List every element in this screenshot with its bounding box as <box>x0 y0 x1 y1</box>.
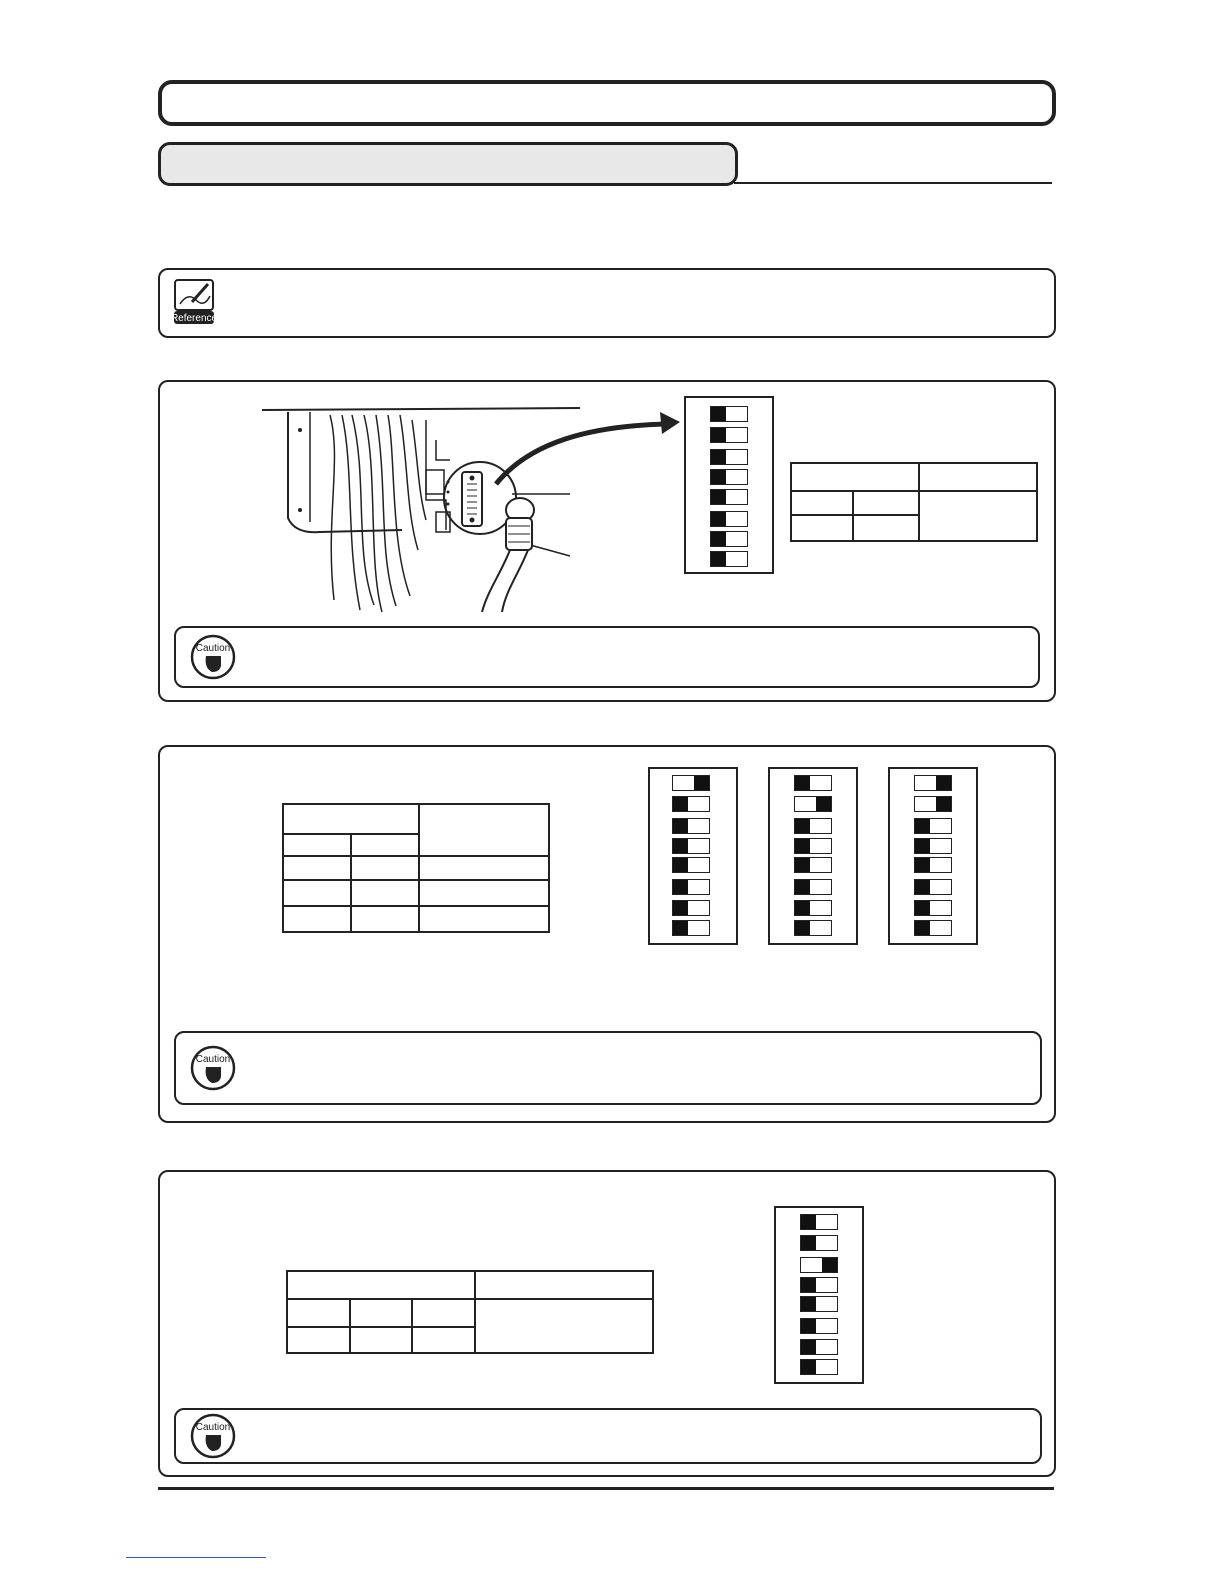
reference-note <box>158 268 1056 338</box>
callout-arrow <box>490 412 690 492</box>
table-header-switch <box>283 804 419 834</box>
table-cell <box>287 1327 350 1353</box>
dip-switch-5[interactable] <box>710 489 748 505</box>
dip-switch-6[interactable] <box>800 1318 838 1334</box>
dip-switch-3[interactable] <box>914 818 952 834</box>
table-cell <box>351 880 419 906</box>
dip-switch-5[interactable] <box>794 857 832 873</box>
caution-icon <box>190 1413 236 1459</box>
dip-switch-3[interactable] <box>800 1257 838 1273</box>
dip-switch-5[interactable] <box>914 857 952 873</box>
dip-switch-5[interactable] <box>800 1296 838 1312</box>
dip-switch-1[interactable] <box>800 1214 838 1230</box>
caution-icon <box>190 634 236 680</box>
dip-switch-panel-1 <box>158 380 1056 702</box>
table-cell <box>791 515 853 541</box>
table-cell <box>791 491 853 515</box>
caution-note <box>174 1031 1042 1105</box>
dip-switch-panel-3 <box>158 1170 1056 1477</box>
dip-switch-8[interactable] <box>914 920 952 936</box>
dip-switch-7[interactable] <box>710 531 748 547</box>
table-header-function <box>419 804 549 856</box>
dip-switch-8[interactable] <box>794 920 832 936</box>
dip-switch-6[interactable] <box>672 879 710 895</box>
dip-switch-block <box>774 1206 864 1384</box>
svg-text:Caution: Caution <box>195 1422 231 1433</box>
dip-switch-6[interactable] <box>914 879 952 895</box>
footer-link-underline <box>126 1557 266 1558</box>
dip-switch-7[interactable] <box>914 900 952 916</box>
table-cell <box>853 515 919 541</box>
mode-table <box>282 803 550 933</box>
table-cell <box>350 1299 413 1327</box>
dip-switch-8[interactable] <box>672 920 710 936</box>
dip-switch-block <box>684 396 774 574</box>
dip-switch-block-a <box>648 767 738 945</box>
table-cell <box>351 856 419 880</box>
svg-text:Reference: Reference <box>172 313 216 324</box>
table-cell <box>419 880 549 906</box>
dip-switch-6[interactable] <box>794 879 832 895</box>
dip-switch-1[interactable] <box>710 406 748 422</box>
dip-switch-panel-2 <box>158 745 1056 1123</box>
table-cell <box>419 856 549 880</box>
footer-rule <box>158 1487 1054 1490</box>
setting-table <box>790 462 1038 542</box>
table-cell <box>287 1299 350 1327</box>
dip-switch-2[interactable] <box>800 1235 838 1251</box>
dip-switch-3[interactable] <box>672 818 710 834</box>
table-cell <box>419 906 549 932</box>
table-cell <box>283 856 351 880</box>
dip-switch-4[interactable] <box>800 1277 838 1293</box>
table-cell <box>919 491 1037 541</box>
dip-switch-2[interactable] <box>794 796 832 812</box>
dip-switch-block-b <box>768 767 858 945</box>
dip-switch-7[interactable] <box>672 900 710 916</box>
caution-note <box>174 626 1040 688</box>
svg-text:Caution: Caution <box>195 643 231 654</box>
table-cell <box>853 491 919 515</box>
dip-switch-4[interactable] <box>914 838 952 854</box>
caution-note <box>174 1408 1042 1464</box>
dip-switch-1[interactable] <box>794 775 832 791</box>
dip-switch-4[interactable] <box>710 469 748 485</box>
svg-text:Caution: Caution <box>195 1054 231 1065</box>
table-header-function <box>919 463 1037 491</box>
section-title-bar <box>158 142 738 186</box>
dip-switch-8[interactable] <box>710 551 748 567</box>
dip-switch-block-c <box>888 767 978 945</box>
dip-switch-3[interactable] <box>794 818 832 834</box>
dip-switch-4[interactable] <box>672 838 710 854</box>
table-cell <box>351 906 419 932</box>
dip-switch-7[interactable] <box>800 1339 838 1355</box>
dip-switch-2[interactable] <box>710 427 748 443</box>
caution-icon <box>190 1045 236 1091</box>
table-cell <box>283 906 351 932</box>
dip-switch-3[interactable] <box>710 449 748 465</box>
dip-switch-1[interactable] <box>672 775 710 791</box>
dip-switch-4[interactable] <box>794 838 832 854</box>
section-underline <box>734 182 1052 184</box>
table-cell <box>350 1327 413 1353</box>
table-cell <box>475 1299 653 1353</box>
dip-switch-7[interactable] <box>794 900 832 916</box>
table-cell <box>412 1299 475 1327</box>
table-cell <box>283 834 351 856</box>
page-title-bar <box>158 80 1056 126</box>
table-cell <box>412 1327 475 1353</box>
dip-switch-6[interactable] <box>710 511 748 527</box>
dip-switch-1[interactable] <box>914 775 952 791</box>
table-cell <box>351 834 419 856</box>
dip-switch-5[interactable] <box>672 857 710 873</box>
dip-switch-2[interactable] <box>914 796 952 812</box>
dip-switch-8[interactable] <box>800 1359 838 1375</box>
reference-icon <box>172 278 216 326</box>
dip-switch-2[interactable] <box>672 796 710 812</box>
table-header-function <box>475 1271 653 1299</box>
setting-table <box>286 1270 654 1354</box>
table-header-switch <box>287 1271 475 1299</box>
table-cell <box>283 880 351 906</box>
table-header-switch <box>791 463 919 491</box>
